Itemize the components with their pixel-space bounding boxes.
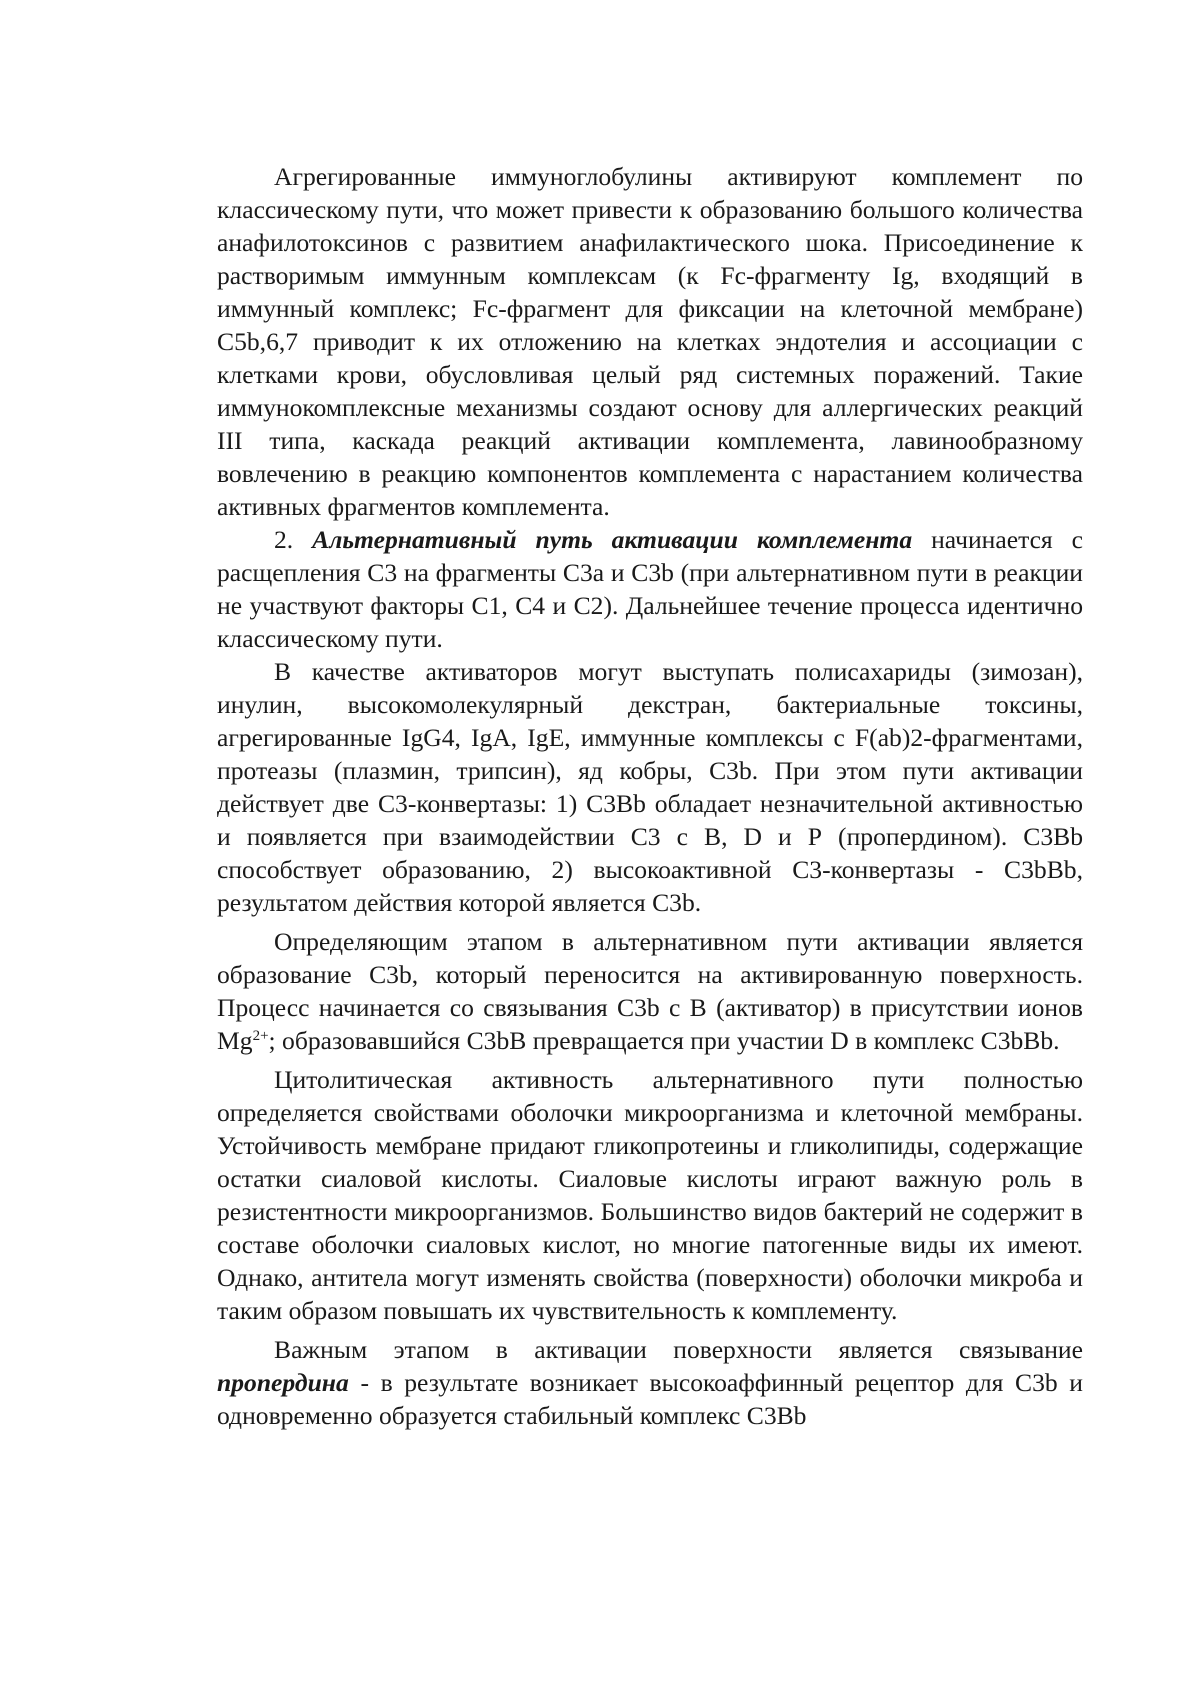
paragraph-text: начинается с расщепления С3 на фрагменты С3а и С3b (при альтернативном пути в реакции не участвуют факторы С1, С4 и С2). Дальнейшее течение процесса идентично классическому пути. (217, 525, 1083, 653)
paragraph-text: Важным этапом в активации поверхности является связывание (274, 1335, 1083, 1364)
paragraph-alternative-pathway (217, 523, 1083, 655)
paragraph-activators: В качестве активаторов могут выступать полисахариды (зимозан), инулин, высокомолекулярный декстран, бактериальные токсины, агрегированные IgG4, IgA, IgE, иммунные комплексы с F(ab)2-фрагментами, протеазы (плазмин, трипсин), яд кобры, С3b. При этом пути активации действует две С3-конвертазы: 1) С3Вb обладает незначительной активностью и появляется при взаимодействии С3 с В, D и Р (пропердином). С3Вb способствует образованию, 2) высокоактивной С3-конвертазы - С3bBb, результатом действия которой является С3b. (217, 657, 1083, 917)
section-heading-alternative-pathway: Альтернативный путь активации комплемента (312, 525, 913, 554)
document-page (217, 160, 1083, 1432)
paragraph-text: - в результате возникает высокоаффинный рецептор для С3b и одновременно образуется стабильный комплекс С3Вb (217, 1368, 1083, 1430)
paragraph-defining-stage (217, 925, 1083, 1057)
paragraph-cytolytic-activity: Цитолитическая активность альтернативного пути полностью определяется свойствами оболочки микроорганизма и клеточной мембраны. Устойчивость мембране придают гликопротеины и гликолипиды, содержащие остатки сиаловой кислоты. Сиаловые кислоты играют важную роль в резистентности микроорганизмов. Большинство видов бактерий не содержит в составе оболочки сиаловых кислот, но многие патогенные виды их имеют. Однако, антитела могут изменять свойства (поверхности) оболочки микроба и таким образом повышать их чувствительность к комплементу. (217, 1065, 1083, 1325)
paragraph-properdin (217, 1333, 1083, 1432)
emphasis-properdin: пропердина (217, 1368, 349, 1397)
paragraph-text: ; образовавшийся С3bВ превращается при участии D в комплекс С3bBb. (268, 1026, 1060, 1055)
section-number: 2. (274, 525, 294, 554)
superscript-charge: 2+ (252, 1028, 269, 1044)
paragraph-aggregated-immunoglobulins: Агрегированные иммуноглобулины активируют комплемент по классическому пути, что может привести к образованию большого количества анафилотоксинов с развитием анафилактического шока. Присоединение к растворимым иммунным комплексам (к Fc-фрагменту Ig, входящий в иммунный комплекс; Fc-фрагмент для фиксации на клеточной мембране) C5b,6,7 приводит к их отложению на клетках эндотелия и ассоциации с клетками крови, обусловливая целый ряд системных поражений. Такие иммунокомплексные механизмы создают основу для аллергических реакций III типа, каскада реакций активации комплемента, лавинообразному вовлечению в реакцию компонентов комплемента с нарастанием количества активных фрагментов комплемента. (217, 162, 1083, 521)
paragraph-text: Определяющим этапом в альтернативном пути активации является образование С3b, который переносится на активированную поверхность. Процесс начинается со связывания С3b с В (активатор) в присутствии ионов Mg (217, 927, 1083, 1055)
